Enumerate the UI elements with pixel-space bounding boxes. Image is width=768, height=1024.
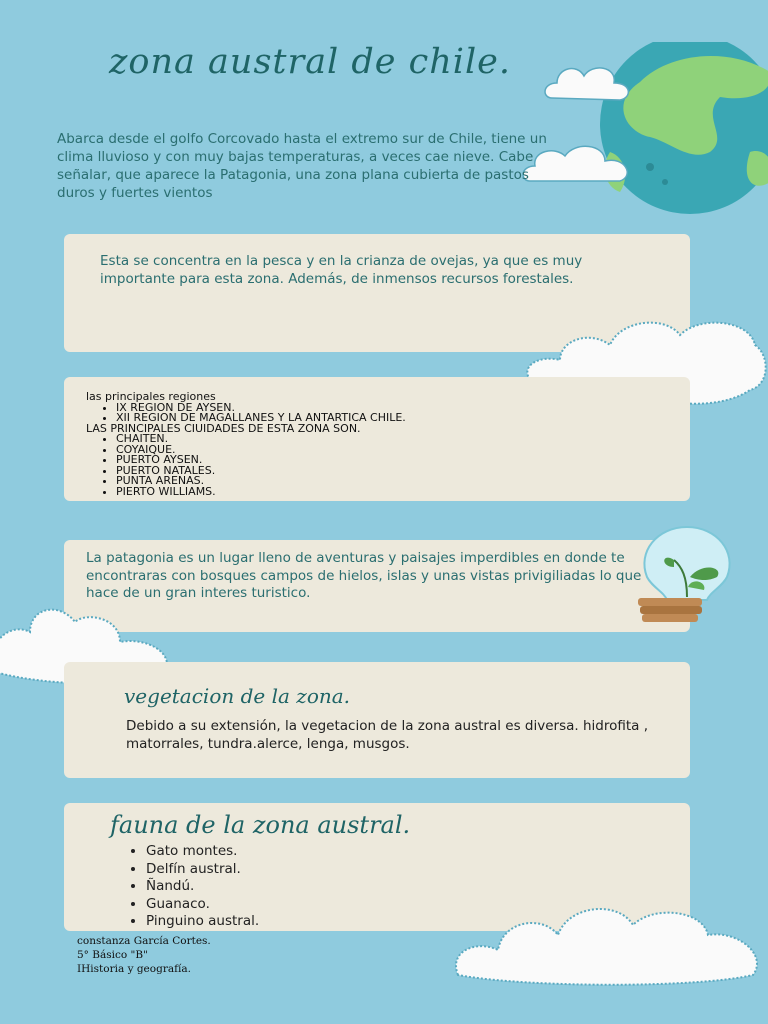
- vegetation-heading: vegetacion de la zona.: [124, 684, 351, 708]
- fauna-heading: fauna de la zona austral.: [110, 811, 411, 839]
- vegetation-panel: [64, 662, 690, 778]
- page-title: zona austral de chile.: [108, 42, 511, 82]
- cities-heading: LAS PRINCIPALES CIUIDADES DE ESTA ZONA SON.: [86, 421, 361, 435]
- fauna-item: • Ñandú.: [146, 878, 259, 896]
- city-item: • CHAITEN.: [116, 434, 406, 445]
- subject: IHistoria y geografía.: [77, 963, 191, 975]
- city-item: • PUERTO AYSEN.: [116, 455, 406, 466]
- regions-heading: las principales regiones: [86, 390, 216, 403]
- lightbulb-plant-illustration: [632, 522, 742, 632]
- vegetation-text: Debido a su extensión, la vegetacion de la zona austral es diversa. hidrofita , matorrales, tundra.alerce, lenga, musgos.: [126, 718, 649, 752]
- author-name: constanza García Cortes.: [77, 935, 211, 947]
- economy-text: Esta se concentra en la pesca y en la crianza de ovejas, ya que es muy importante para esta zona. Además, de inmensos recursos forestales.: [100, 253, 583, 287]
- city-item: • PUERTO NATALES.: [116, 466, 406, 477]
- region-item: • XII REGION DE MAGALLANES Y LA ANTARTICA CHILE.: [116, 413, 406, 424]
- credits: [77, 934, 211, 976]
- intro-text: Abarca desde el golfo Corcovado hasta el extremo sur de Chile, tiene un clima lluvioso y con muy bajas temperaturas, a veces cae nieve. Cabe señalar, que aparece la Patagonia, una zona plana cubierta de pastos duros y fuertes vientos: [57, 131, 547, 201]
- fauna-item: • Delfín austral.: [146, 861, 259, 879]
- fauna-item: • Gato montes.: [146, 843, 259, 861]
- region-item: • IX REGION DE AYSEN.: [116, 403, 406, 414]
- patagonia-text: La patagonia es un lugar lleno de aventuras y paisajes imperdibles en donde te encontraras con bosques campos de hielos, islas y unas vistas privigiliadas lo que hace de un gran interes turistico.: [86, 550, 642, 601]
- regions-panel: [64, 377, 690, 501]
- city-item: • COYAIQUE.: [116, 445, 406, 456]
- city-item: • PIERTO WILLIAMS.: [116, 487, 406, 498]
- cloud-illustration: [448, 880, 768, 990]
- fauna-item: • Guanaco.: [146, 896, 259, 914]
- fauna-item: • Pinguino austral.: [146, 913, 259, 931]
- grade: 5° Básico "B": [77, 949, 148, 961]
- city-item: • PUNTA ARENAS.: [116, 476, 406, 487]
